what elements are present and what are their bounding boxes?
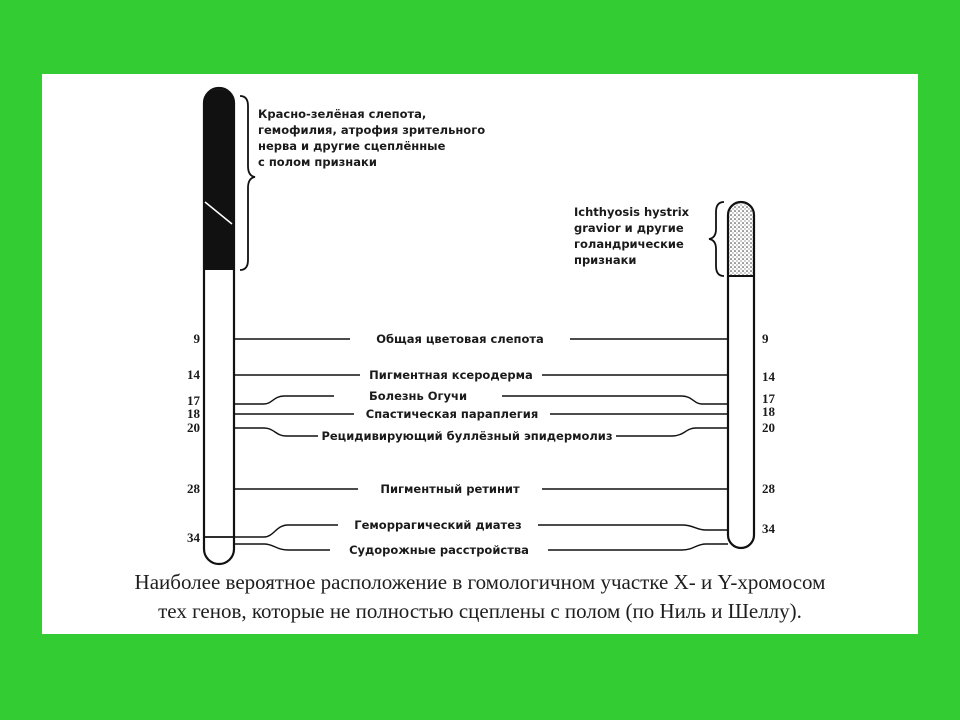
y-annotation xyxy=(574,205,693,267)
y-locus-number: 14 xyxy=(762,369,775,384)
y-locus-number: 9 xyxy=(762,331,769,346)
caption-line-2: тех генов, которые не полностью сцеплены с полом (по Ниль и Шеллу). xyxy=(158,599,802,623)
locus-line-34-right xyxy=(538,525,728,530)
y-locus-number: 18 xyxy=(762,404,775,419)
locus-label: Общая цветовая слепота xyxy=(376,332,544,346)
locus-label: Геморрагический диатез xyxy=(354,518,522,532)
locus-line-17-left xyxy=(234,396,334,404)
locus-label: Пигментная ксеродерма xyxy=(369,368,533,382)
y-locus-number: 34 xyxy=(762,521,775,536)
x-chromosome xyxy=(204,88,255,564)
x-annotation-line: Красно-зелёная слепота, xyxy=(258,107,427,121)
locus-label: Судорожные расстройства xyxy=(349,543,529,557)
x-locus-number: 20 xyxy=(187,420,200,435)
x-locus-number: 28 xyxy=(187,481,200,496)
x-annotation-line: с полом признаки xyxy=(258,155,377,169)
x-locus-number: 9 xyxy=(193,331,200,346)
figure-caption xyxy=(42,568,918,626)
y-annotation-line: Ichthyosis hystrix xyxy=(574,205,690,219)
locus-label: Пигментный ретинит xyxy=(380,482,520,496)
chromosome-diagram xyxy=(42,74,918,574)
y-locus-number: 28 xyxy=(762,481,775,496)
x-annotation xyxy=(258,107,489,169)
y-locus-number: 20 xyxy=(762,420,775,435)
locus-line-17-right xyxy=(502,396,728,404)
x-chromosome-dark-segment xyxy=(204,89,234,270)
figure-panel xyxy=(42,74,918,634)
x-locus-number: 17 xyxy=(187,393,200,408)
locus-label: Спастическая параплегия xyxy=(365,407,539,421)
locus-line-20-right xyxy=(616,428,728,436)
y-annotation-line: голандрические xyxy=(574,237,684,251)
locus-line-20-left xyxy=(234,428,318,436)
locus-line-34-left xyxy=(234,525,338,537)
locus-label: Болезнь Огучи xyxy=(368,389,468,403)
locus-line-35-left xyxy=(234,544,330,550)
y-chromosome-dotted-segment xyxy=(729,203,753,275)
x-locus-numbers xyxy=(187,331,201,545)
locus-labels xyxy=(321,332,612,557)
locus-line-35-right xyxy=(548,544,728,550)
y-annotation-line: gravior и другие xyxy=(574,221,684,235)
x-locus-number: 18 xyxy=(187,406,200,421)
x-locus-number: 14 xyxy=(187,367,200,382)
y-annotation-line: признаки xyxy=(574,253,637,267)
x-annotation-line: гемофилия, атрофия зрительного xyxy=(258,123,486,137)
y-locus-numbers xyxy=(762,331,776,536)
x-chromosome-brace xyxy=(240,96,255,270)
x-locus-number: 34 xyxy=(187,530,200,545)
caption-line-1: Наиболее вероятное расположение в гомологичном участке X- и Y-хромосом xyxy=(134,570,826,594)
y-locus-number: 17 xyxy=(762,391,775,406)
x-annotation-line: нерва и другие сцеплённые xyxy=(258,139,446,153)
y-chromosome-brace xyxy=(709,202,724,276)
locus-label: Рецидивирующий буллёзный эпидермолиз xyxy=(321,429,613,443)
